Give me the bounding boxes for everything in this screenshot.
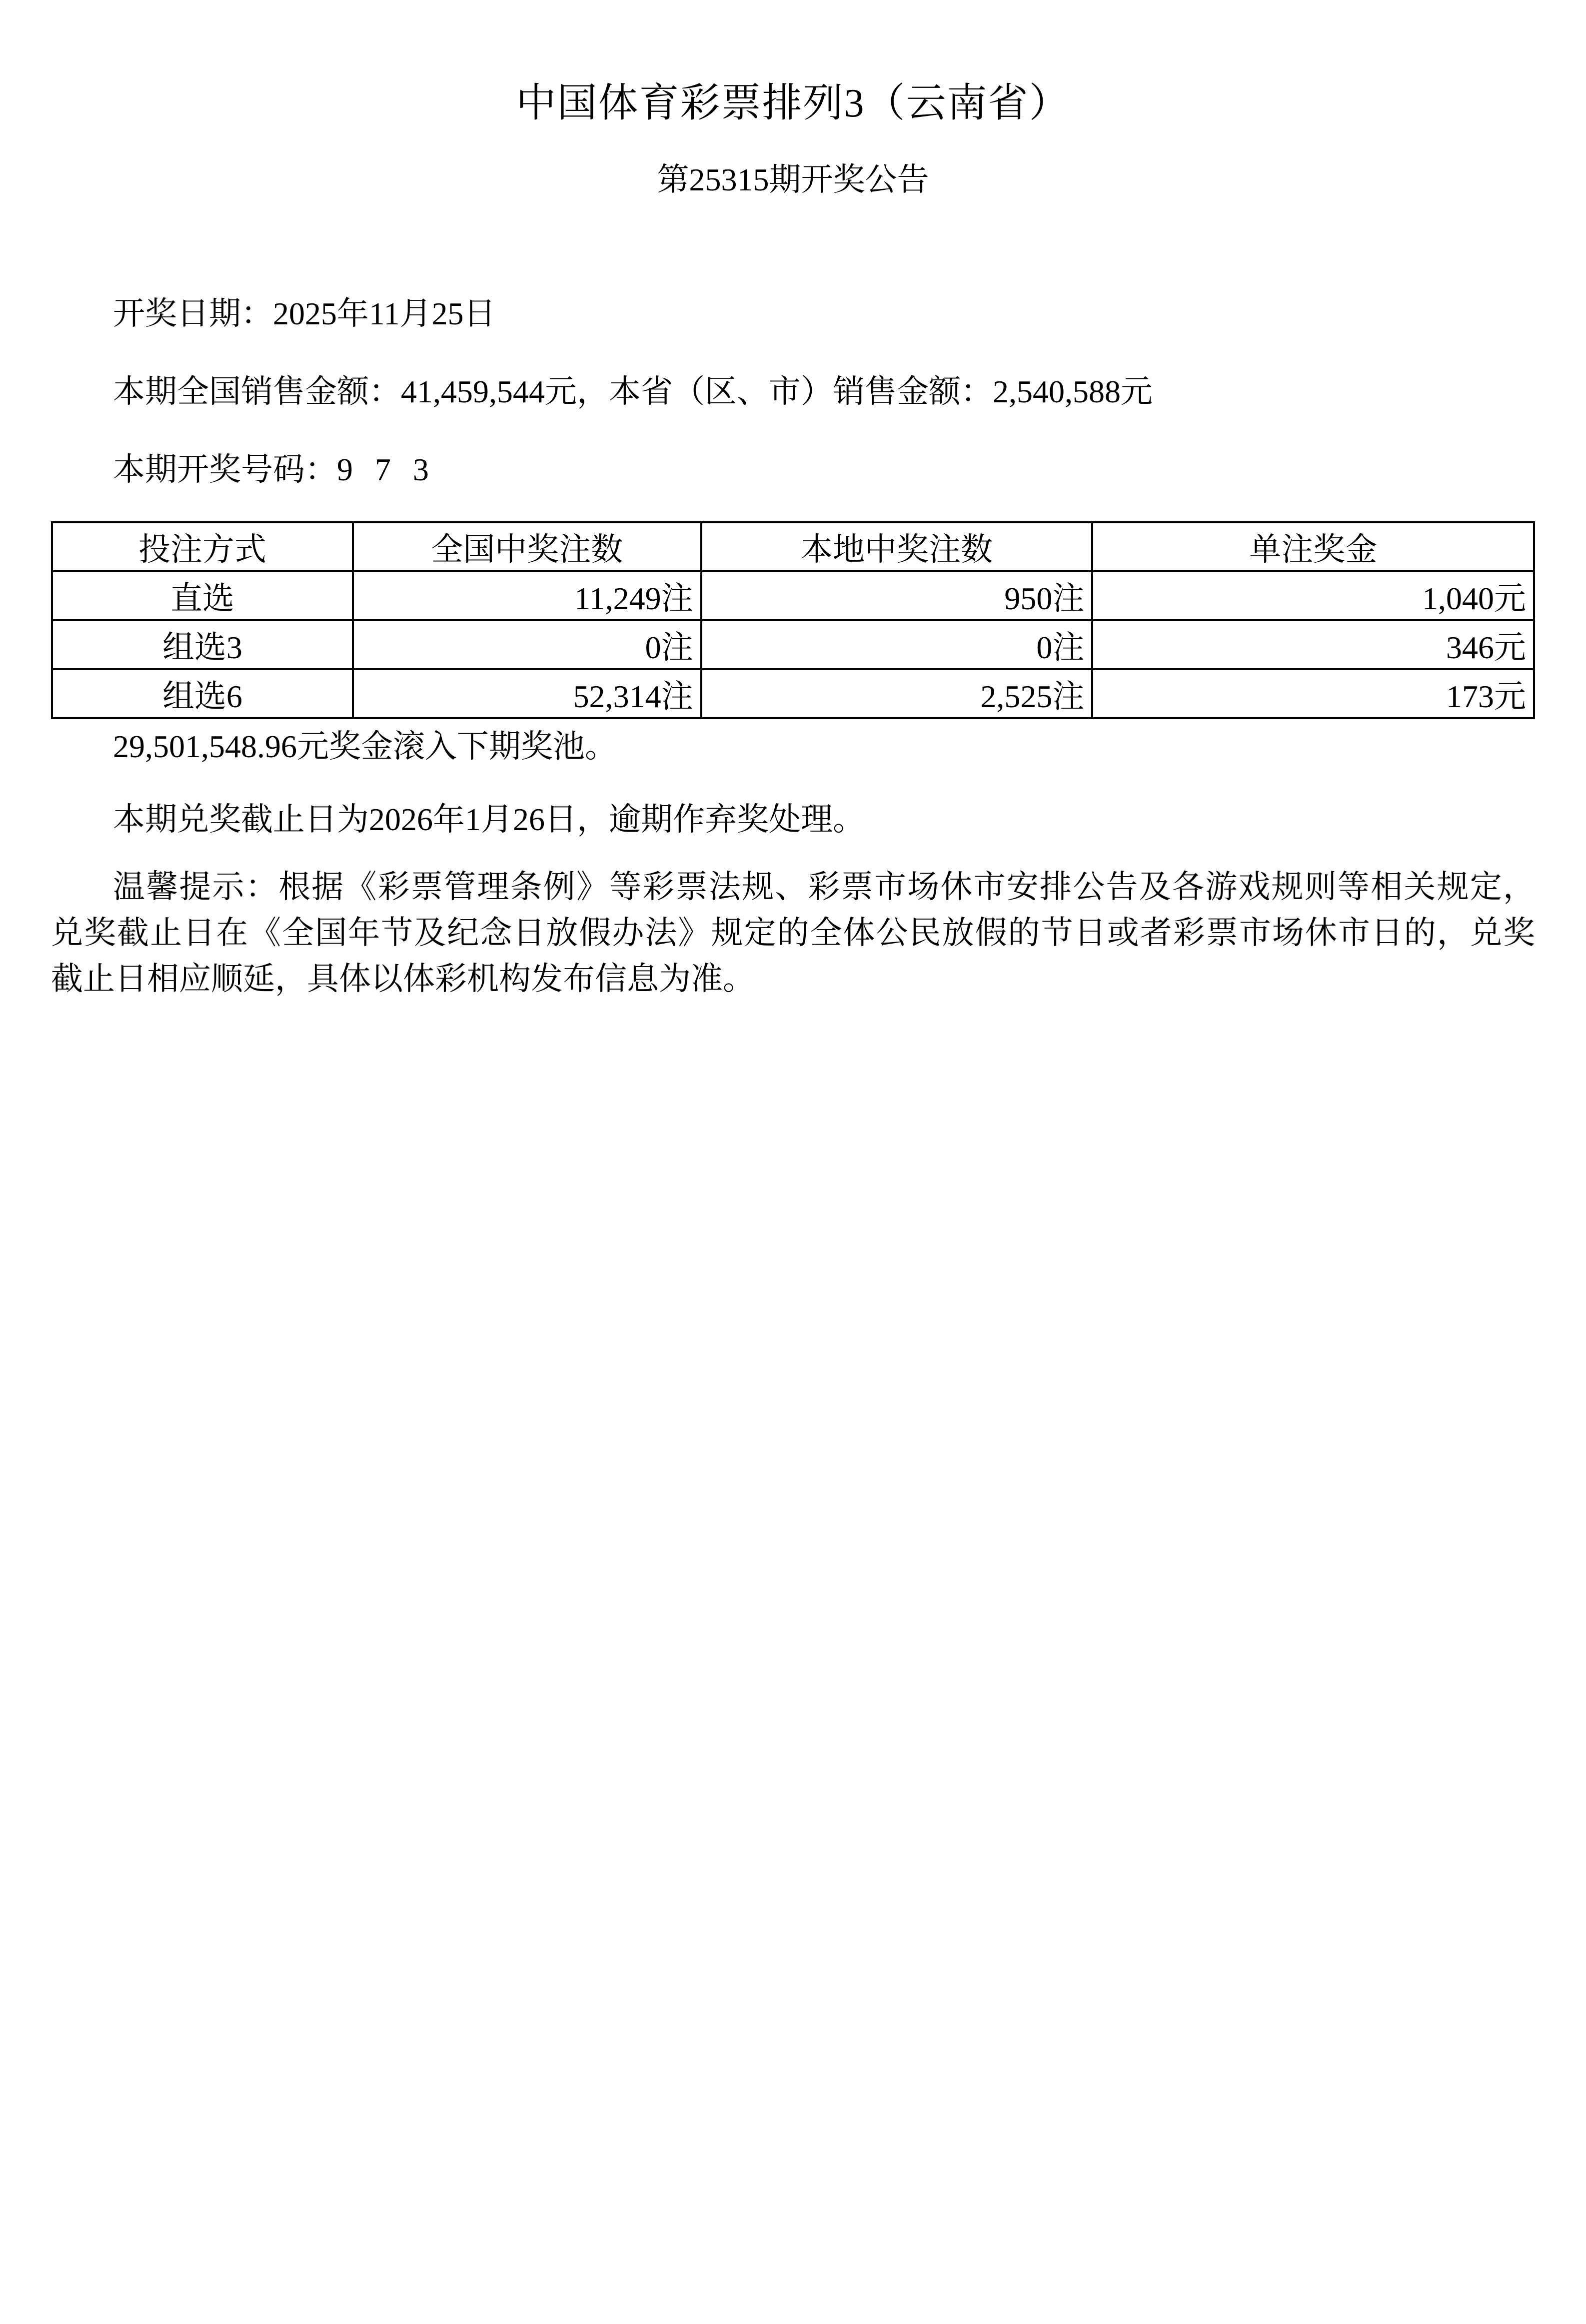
notice-line-1: 温馨提示：根据《彩票管理条例》等彩票法规、彩票市场休市安排公告及各游戏规则等相关规定， — [113, 869, 1535, 905]
page-subtitle: 第25315期开奖公告 — [657, 162, 929, 197]
cell-method: 组选3 — [52, 620, 353, 669]
cell-national: 11,249注 — [353, 571, 701, 620]
notice-line-3: 截止日相应顺延，具体以体彩机构发布信息为准。 — [51, 961, 755, 997]
table-row — [52, 571, 1534, 620]
header-bet-method: 投注方式 — [52, 522, 353, 571]
draw-date-line: 开奖日期：2025年11月25日 — [113, 296, 496, 331]
cell-local: 2,525注 — [701, 669, 1093, 718]
cell-prize: 1,040元 — [1092, 571, 1534, 620]
sales-amount-line: 本期全国销售金额：41,459,544元，本省（区、市）销售金额：2,540,588元 — [113, 374, 1153, 409]
rollover-line: 29,501,548.96元奖金滚入下期奖池。 — [113, 729, 617, 764]
notice-line-2: 兑奖截止日在《全国年节及纪念日放假办法》规定的全体公民放假的节日或者彩票市场休市日的，兑奖 — [51, 915, 1535, 951]
table-header-row — [52, 522, 1534, 571]
cell-method: 组选6 — [52, 669, 353, 718]
prize-table — [51, 521, 1535, 719]
cell-local: 0注 — [701, 620, 1093, 669]
cell-prize: 173元 — [1092, 669, 1534, 718]
notice-paragraph — [51, 864, 1535, 1002]
table-row — [52, 620, 1534, 669]
cell-national: 52,314注 — [353, 669, 701, 718]
deadline-line: 本期兑奖截止日为2026年1月26日，逾期作弃奖处理。 — [113, 802, 865, 837]
cell-national: 0注 — [353, 620, 701, 669]
cell-local: 950注 — [701, 571, 1093, 620]
header-local-count: 本地中奖注数 — [701, 522, 1093, 571]
winning-numbers-label: 本期开奖号码： — [113, 452, 337, 487]
winning-numbers-value: 9 7 3 — [337, 452, 436, 487]
cell-prize: 346元 — [1092, 620, 1534, 669]
header-single-prize: 单注奖金 — [1092, 522, 1534, 571]
header-national-count: 全国中奖注数 — [353, 522, 701, 571]
page-title: 中国体育彩票排列3（云南省） — [516, 81, 1070, 125]
announcement-page — [0, 82, 1586, 2324]
table-row — [52, 669, 1534, 718]
winning-numbers-line — [51, 453, 1535, 486]
cell-method: 直选 — [52, 571, 353, 620]
